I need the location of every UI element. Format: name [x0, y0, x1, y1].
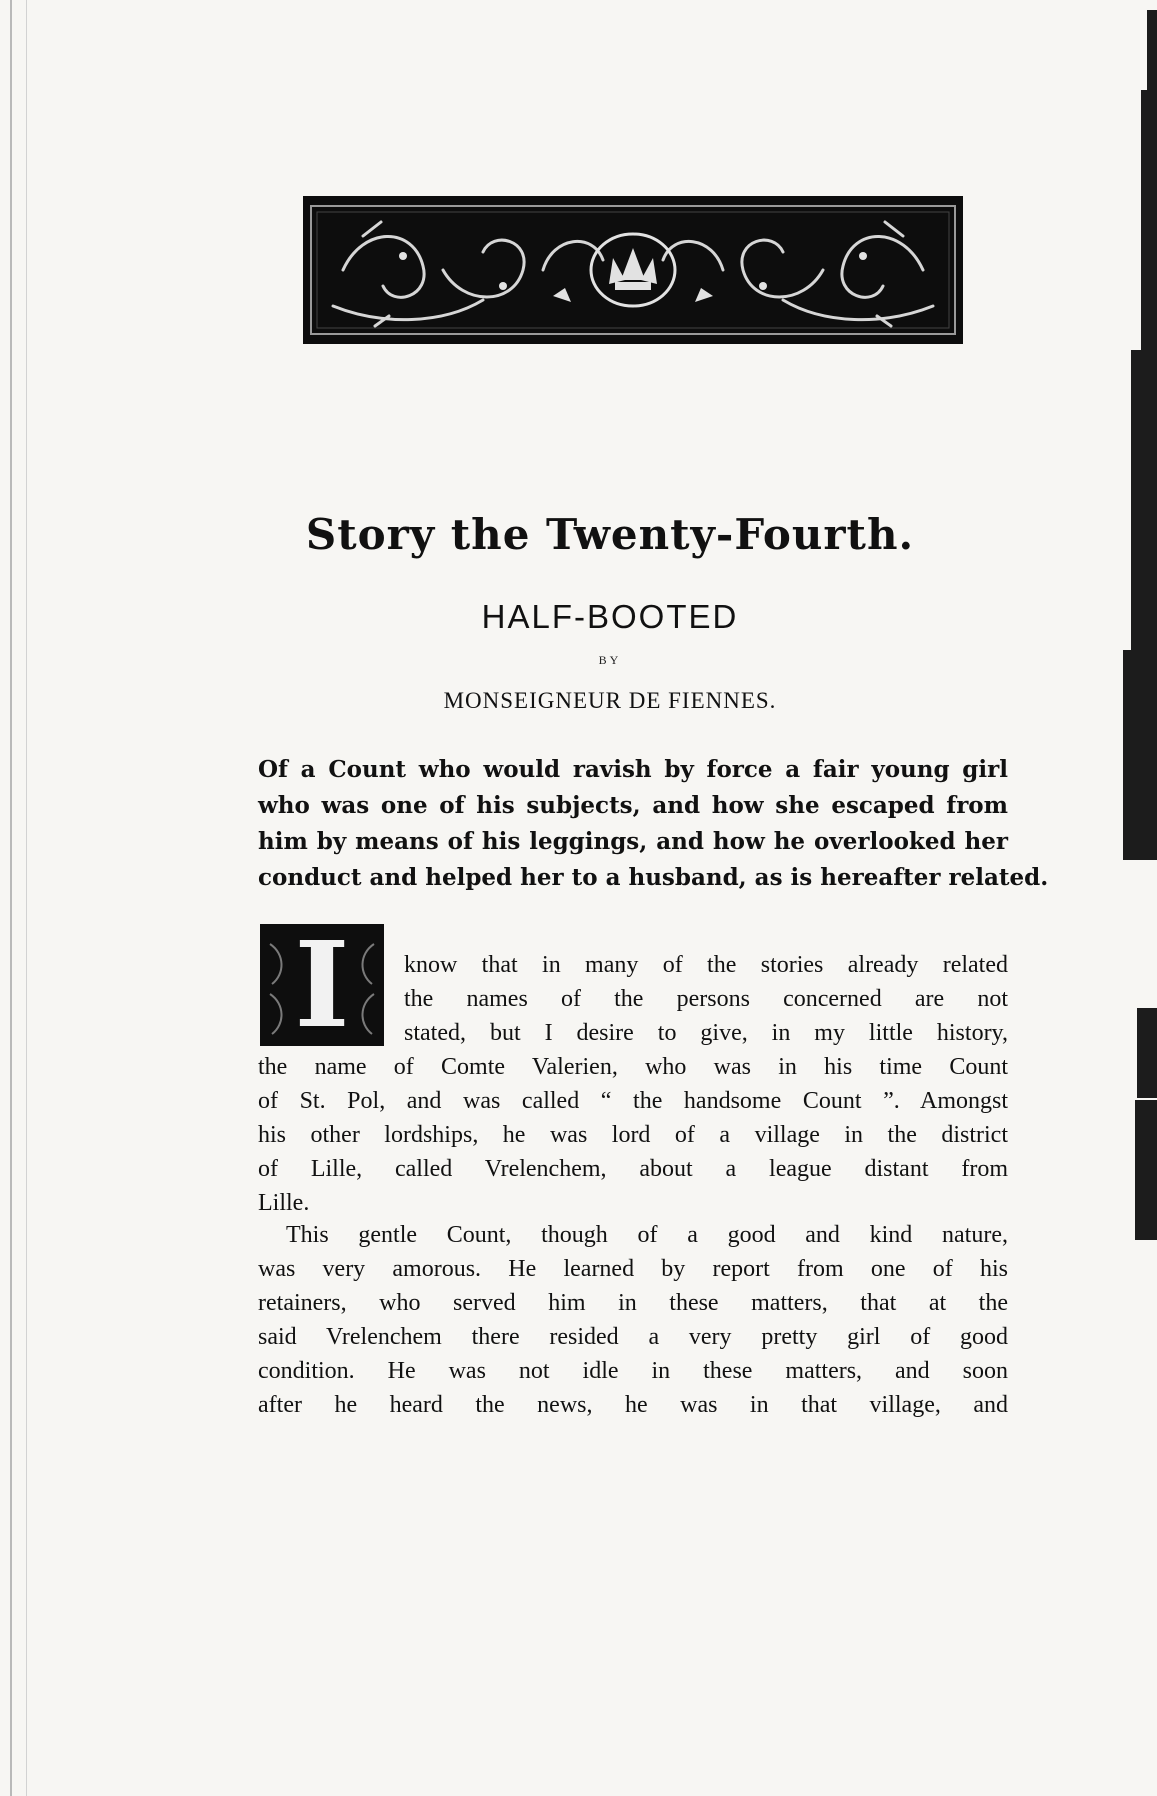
story-subtitle: HALF-BOOTED	[481, 598, 739, 635]
page-edge-line	[10, 0, 12, 1796]
text-line: of St. Pol, and was called “ the handsome Count ”. Amongst	[258, 1088, 1008, 1114]
argument-line: him by means of his leggings, and how he overlooked her	[258, 828, 1008, 855]
text-line: retainers, who served him in these matters, that at the	[258, 1290, 1008, 1316]
byline-label: BY	[598, 653, 622, 667]
text-line: his other lordships, he was lord of a village in the district	[258, 1122, 1008, 1148]
text-line: condition. He was not idle in these matters, and soon	[258, 1358, 1008, 1384]
story-title: Story the Twenty-Fourth.	[305, 510, 915, 559]
paragraph-1	[258, 1050, 1008, 1220]
text-line: of Lille, called Vrelenchem, about a league distant from	[258, 1156, 1008, 1182]
text-line: was very amorous. He learned by report from one of his	[258, 1256, 1008, 1282]
text-line: the name of Comte Valerien, who was in his time Count	[258, 1054, 1008, 1080]
story-argument	[258, 752, 1049, 896]
argument-line: conduct and helped her to a husband, as is hereafter related.	[258, 864, 1049, 891]
text-line: stated, but I desire to give, in my little history,	[404, 1020, 1008, 1046]
drop-cap	[260, 915, 384, 1054]
text-line: after he heard the news, he was in that village, and	[258, 1392, 1008, 1418]
argument-line: Of a Count who would ravish by force a fair young girl	[258, 756, 1008, 783]
text-line: said Vrelenchem there resided a very pretty girl of good	[258, 1324, 1008, 1350]
scan-edge-shadow	[1123, 0, 1157, 1796]
argument-line: who was one of his subjects, and how she escaped from	[258, 792, 1008, 819]
decorative-headpiece	[303, 196, 963, 344]
page-edge-line	[26, 0, 27, 1796]
text-line: Lille.	[258, 1190, 310, 1216]
drop-cap-letter: I	[294, 915, 350, 1054]
text-line: know that in many of the stories already related	[404, 952, 1008, 978]
author-name: MONSEIGNEUR DE FIENNES.	[443, 688, 777, 713]
text-line: the names of the persons concerned are not	[404, 986, 1008, 1012]
paragraph-2	[258, 1218, 1008, 1422]
text-line: This gentle Count, though of a good and kind nature,	[286, 1222, 1008, 1248]
paragraph-1-indented	[404, 948, 1008, 1050]
